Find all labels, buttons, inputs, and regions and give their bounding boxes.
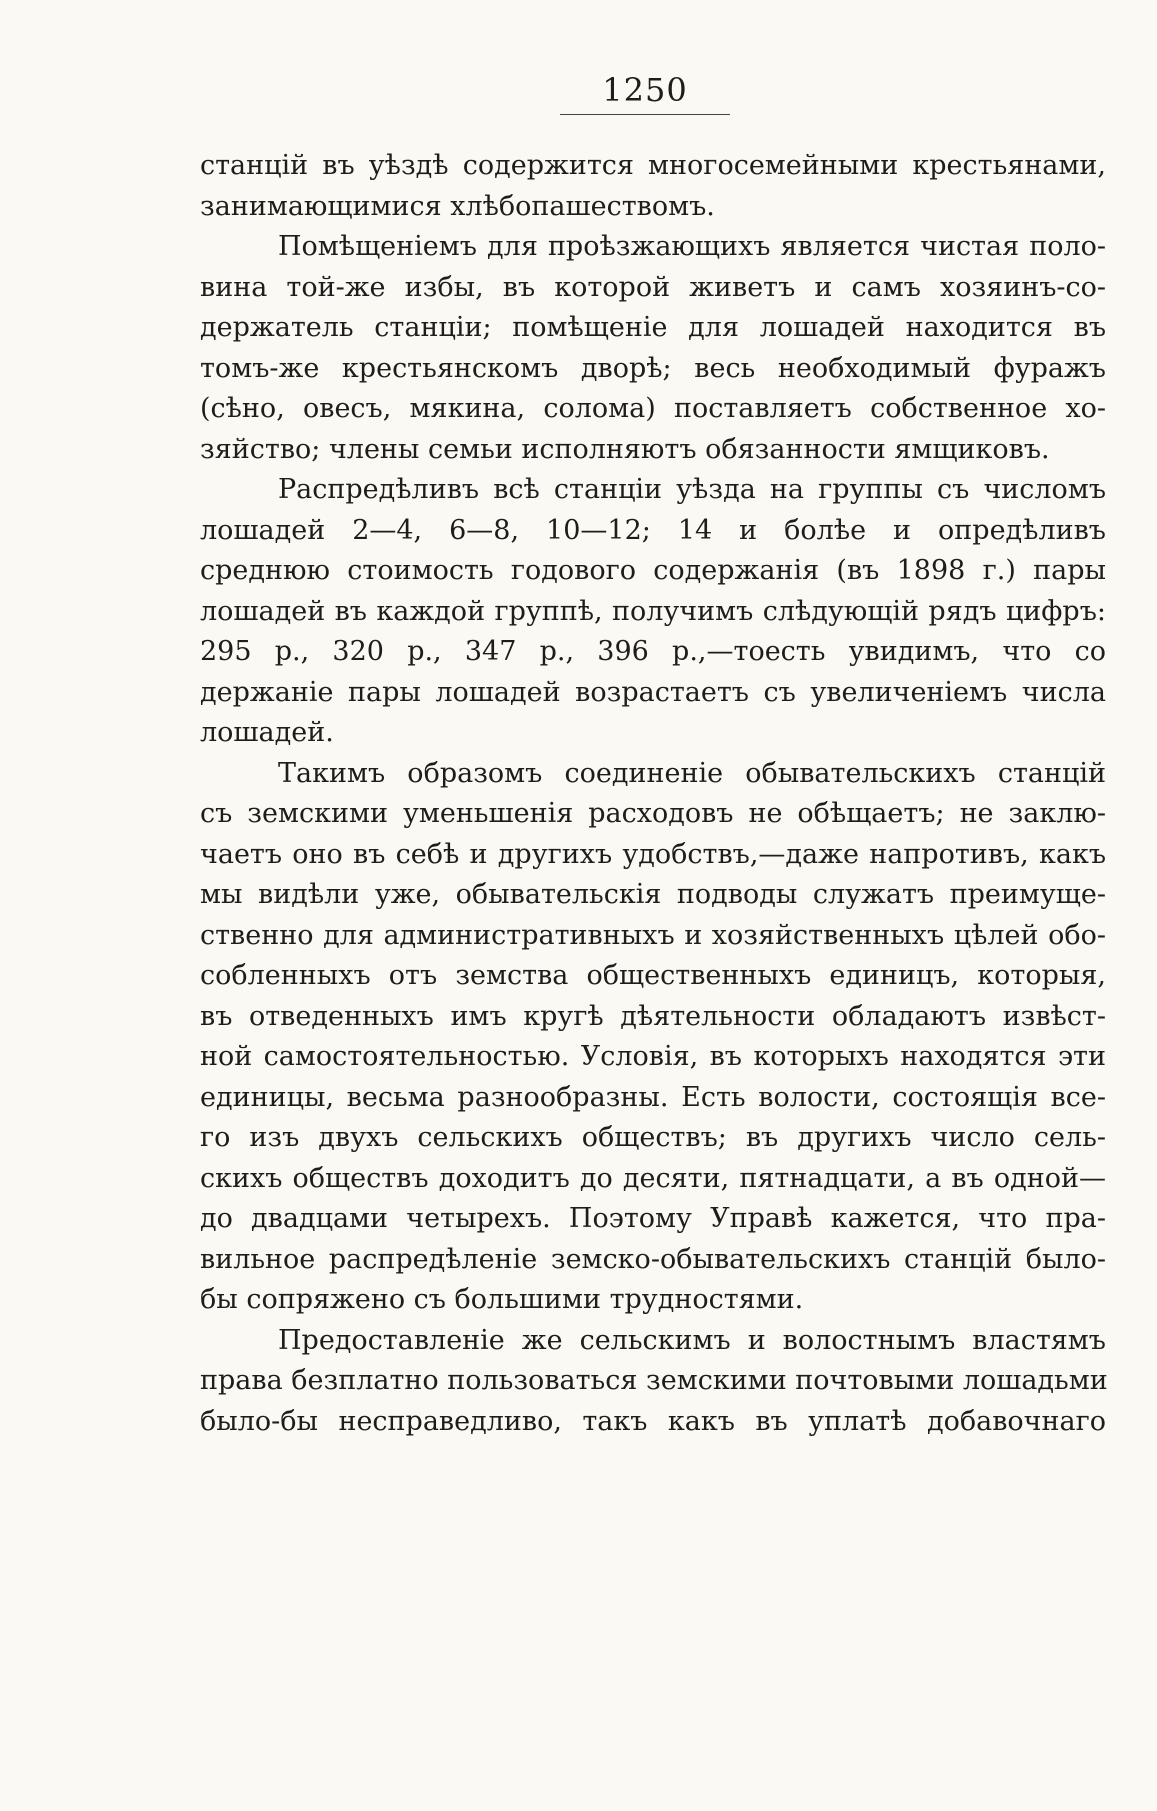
text-line: 295 р., 320 р., 347 р., 396 р.,—тоесть увидимъ, что со	[200, 636, 1106, 667]
text-line: томъ-же крестьянскомъ дворѣ; весь необходимый фуражъ	[200, 352, 1106, 384]
text-line: было-бы несправедливо, такъ какъ въ уплатѣ добавочнаго	[200, 1405, 1106, 1437]
text-line: зяйство; члены семьи исполняютъ обязанности ямщиковъ.	[200, 433, 1050, 465]
text-line: среднюю стоимость годового содержанія (въ 1898 г.) пары	[200, 555, 1106, 586]
text-line: вильное распредѣленіе земско-обывательскихъ станцій было-	[200, 1243, 1106, 1275]
paragraph	[200, 470, 1106, 754]
text-line: вина той-же избы, въ которой живетъ и самъ хозяинъ-со-	[200, 271, 1106, 303]
page-body	[200, 146, 1106, 1442]
text-line: держатель станціи; помѣщеніе для лошадей находится въ	[200, 312, 1106, 343]
paragraph	[200, 754, 1106, 1321]
text-line: Предоставленіе же сельскимъ и волостнымъ властямъ	[278, 1324, 1106, 1356]
text-line: лошадей въ каждой группѣ, получимъ слѣдующій рядъ цифръ:	[200, 595, 1106, 627]
text-line: съ земскими уменьшенія расходовъ не обѣщаетъ; не заклю-	[200, 798, 1106, 829]
paragraph	[200, 1321, 1106, 1443]
text-line: Такимъ образомъ соединеніе обывательскихъ станцій	[278, 757, 1106, 789]
text-line: держаніе пары лошадей возрастаетъ съ увеличеніемъ числа	[200, 676, 1106, 708]
text-line: ной самостоятельностью. Условія, въ которыхъ находятся эти	[200, 1041, 1106, 1072]
text-line: станцій въ уѣздѣ содержится многосемейными крестьянами,	[200, 150, 1106, 181]
page-header	[560, 70, 730, 115]
page-number: 1250	[602, 71, 688, 109]
text-line: единицы, весьма разнообразны. Есть волости, состоящія все-	[200, 1081, 1106, 1113]
text-line: лошадей.	[200, 717, 334, 748]
paragraph	[200, 227, 1106, 470]
text-line: въ отведенныхъ имъ кругѣ дѣятельности обладаютъ извѣст-	[200, 1000, 1106, 1032]
text-line: чаетъ оно въ себѣ и другихъ удобствъ,—даже напротивъ, какъ	[200, 838, 1106, 870]
paragraph	[200, 146, 1106, 227]
text-line: (сѣно, овесъ, мякина, солома) поставляетъ собственное хо-	[200, 393, 1106, 424]
text-line: лошадей 2—4, 6—8, 10—12; 14 и болѣе и опредѣливъ	[200, 514, 1106, 546]
text-line: Помѣщеніемъ для проѣзжающихъ является чистая поло-	[278, 231, 1106, 262]
text-line: скихъ обществъ доходитъ до десяти, пятнадцати, а въ одной—	[200, 1162, 1106, 1194]
text-line: бы сопряжено съ большими трудностями.	[200, 1284, 804, 1315]
text-line: го изъ двухъ сельскихъ обществъ; въ другихъ число сель-	[200, 1122, 1106, 1153]
header-rule	[560, 114, 730, 115]
text-line: права безплатно пользоваться земскими почтовыми лошадьми	[200, 1365, 1108, 1396]
text-line: Распредѣливъ всѣ станціи уѣзда на группы съ числомъ	[278, 474, 1106, 505]
text-line: занимающимися хлѣбопашествомъ.	[200, 190, 715, 222]
text-line: мы видѣли уже, обывательскія подводы служатъ преимуще-	[200, 879, 1106, 910]
text-line: ственно для административныхъ и хозяйственныхъ цѣлей обо-	[200, 919, 1106, 951]
text-line: до двадцами четырехъ. Поэтому Управѣ кажется, что пра-	[200, 1203, 1106, 1234]
text-line: собленныхъ отъ земства общественныхъ единицъ, которыя,	[200, 960, 1106, 991]
